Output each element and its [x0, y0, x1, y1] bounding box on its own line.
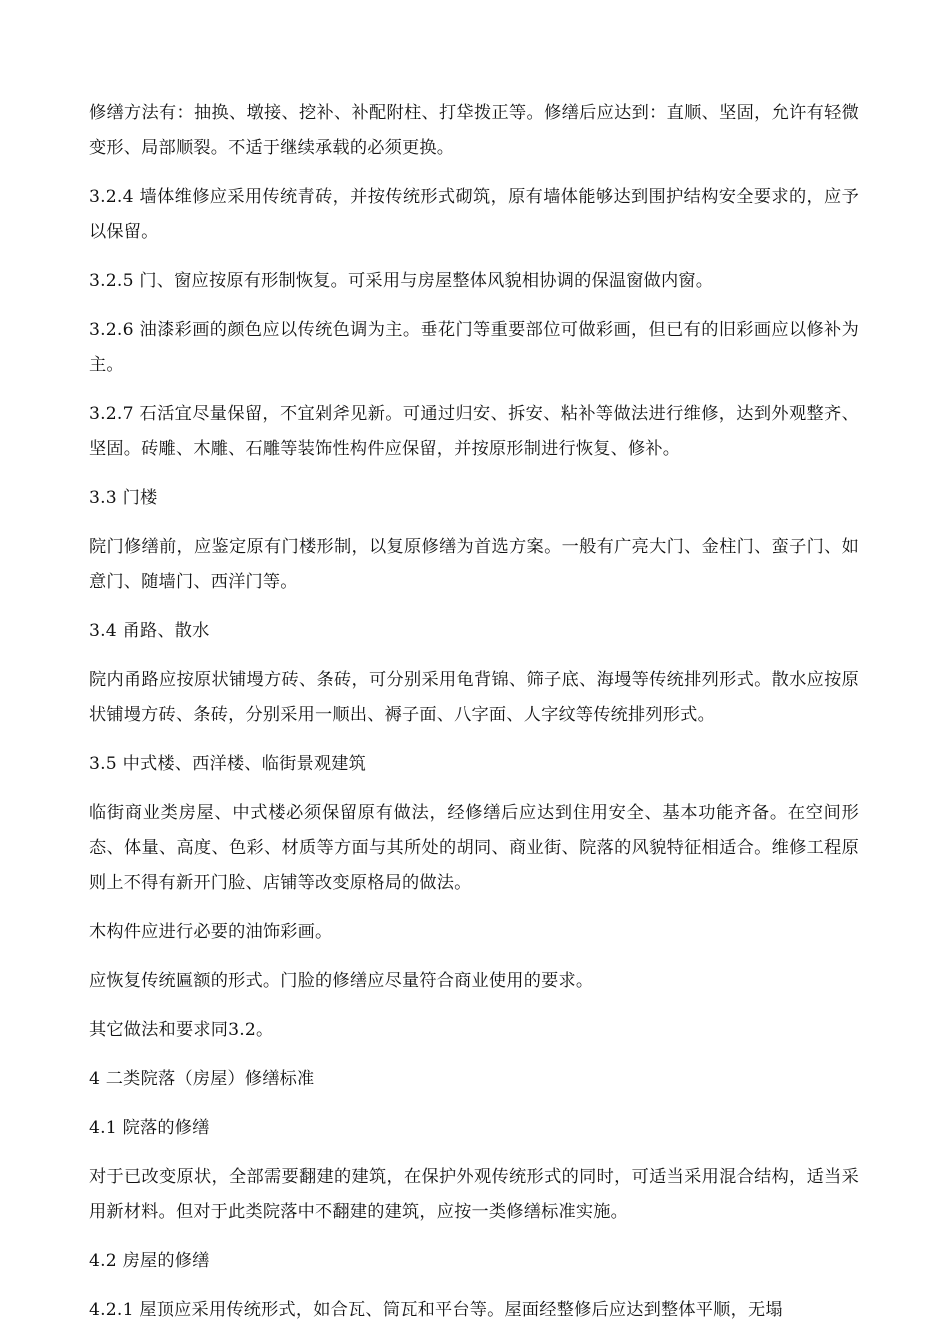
- section-heading-4-1: 4.1 院落的修缮: [89, 1118, 210, 1138]
- section-heading-4: 4 二类院落（房屋）修缮标准: [89, 1069, 315, 1089]
- paragraph-wood-components: 木构件应进行必要的油饰彩画。: [89, 922, 333, 942]
- paragraph-courtyard-repair: 对于已改变原状，全部需要翻建的建筑，在保护外观传统形式的同时，可适当采用混合结构，适当采用新材料。但对于此类院落中不翻建的建筑，应按一类修缮标准实施。: [89, 1167, 859, 1222]
- section-heading-4-2: 4.2 房屋的修缮: [89, 1251, 210, 1271]
- paragraph-paths-drainage: 院内甬路应按原状铺墁方砖、条砖，可分别采用龟背锦、筛子底、海墁等传统排列形式。散水应按原状铺墁方砖、条砖，分别采用一顺出、褥子面、八字面、人字纹等传统排列形式。: [89, 670, 859, 725]
- clause-3-2-6: 3.2.6 油漆彩画的颜色应以传统色调为主。垂花门等重要部位可做彩画，但已有的旧彩画应以修补为主。: [89, 320, 859, 375]
- section-heading-3-5: 3.5 中式楼、西洋楼、临街景观建筑: [89, 754, 367, 774]
- paragraph-gate-tower: 院门修缮前，应鉴定原有门楼形制，以复原修缮为首选方案。一般有广亮大门、金柱门、蛮子门、如意门、随墙门、西洋门等。: [89, 537, 859, 592]
- clause-3-2-5: 3.2.5 门、窗应按原有形制恢复。可采用与房屋整体风貌相协调的保温窗做内窗。: [89, 271, 714, 291]
- paragraph-street-buildings: 临街商业类房屋、中式楼必须保留原有做法，经修缮后应达到住用安全、基本功能齐备。在空间形态、体量、高度、色彩、材质等方面与其所处的胡同、商业街、院落的风貌特征相适合。维修工程原则上不得有新开门脸、店铺等改变原格局的做法。: [89, 803, 859, 893]
- clause-3-2-4: 3.2.4 墙体维修应采用传统青砖，并按传统形式砌筑，原有墙体能够达到围护结构安全要求的，应予以保留。: [89, 187, 859, 242]
- paragraph-other-requirements: 其它做法和要求同3.2。: [89, 1020, 274, 1040]
- section-heading-3-3: 3.3 门楼: [89, 488, 158, 508]
- paragraph-plaques: 应恢复传统匾额的形式。门脸的修缮应尽量符合商业使用的要求。: [89, 971, 594, 991]
- paragraph-repair-methods: 修缮方法有：抽换、墩接、挖补、补配附柱、打牮拨正等。修缮后应达到：直顺、坚固，允许有轻微变形、局部顺裂。不适于继续承载的必须更换。: [89, 103, 859, 158]
- document-page: [89, 96, 859, 1342]
- section-heading-3-4: 3.4 甬路、散水: [89, 621, 210, 641]
- clause-4-2-1: 4.2.1 屋顶应采用传统形式，如合瓦、筒瓦和平台等。屋面经整修后应达到整体平顺，无塌: [89, 1300, 783, 1320]
- clause-3-2-7: 3.2.7 石活宜尽量保留，不宜剁斧见新。可通过归安、拆安、粘补等做法进行维修，达到外观整齐、坚固。砖雕、木雕、石雕等装饰性构件应保留，并按原形制进行恢复、修补。: [89, 404, 859, 459]
